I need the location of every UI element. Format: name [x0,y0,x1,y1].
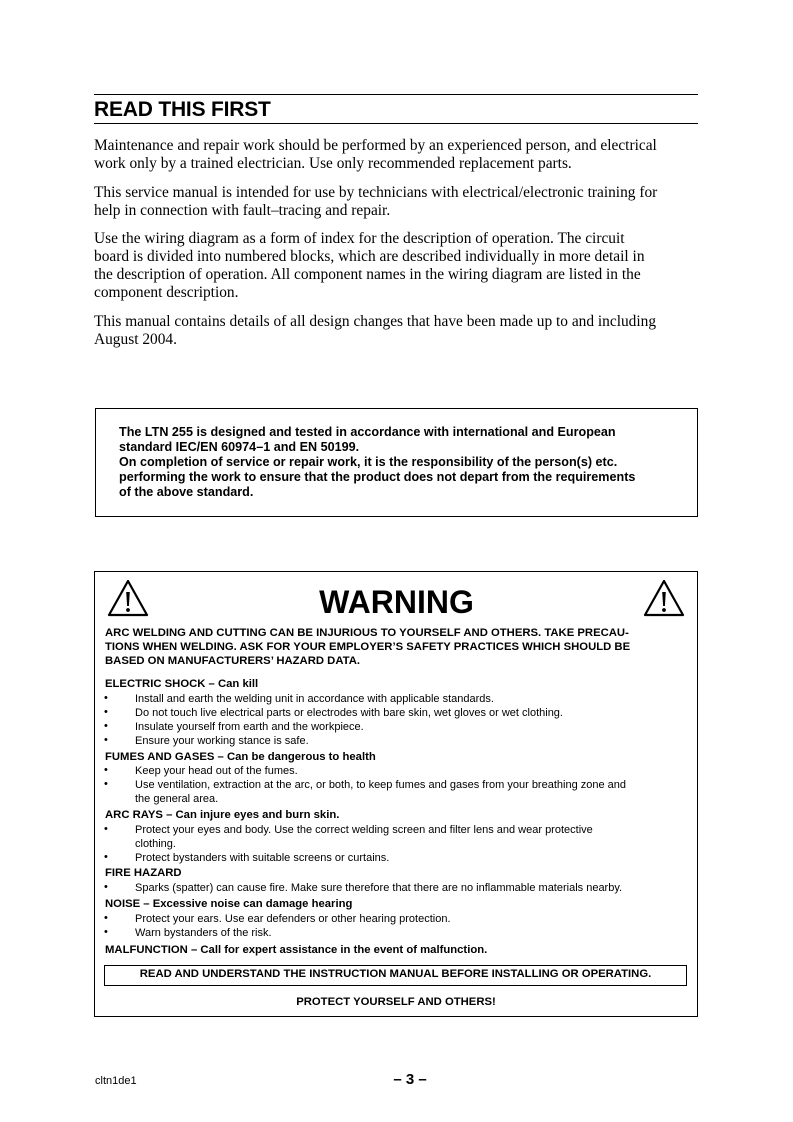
warning-intro [105,626,630,668]
hazard-heading: FUMES AND GASES – Can be dangerous to health [105,751,376,763]
bullet-line: Ensure your working stance is safe. [135,735,309,747]
paragraph-line: This service manual is intended for use by technicians with electrical/electronic training for [94,184,658,201]
intro-line: BASED ON MANUFACTURERS’ HAZARD DATA. [105,655,361,667]
paragraph-line: work only by a trained electrician. Use only recommended replacement parts. [94,155,572,172]
notice-line: of the above standard. [119,485,254,499]
bullet-text [135,881,622,895]
paragraph [94,137,698,173]
bullet-text [135,692,494,706]
paragraph-line: board is divided into numbered blocks, which are described individually in more detail in [94,248,645,265]
bullet-line: Protect your eyes and body. Use the correct welding screen and filter lens and wear protective [135,824,593,836]
bullet-line: Protect your ears. Use ear defenders or other hearing protection. [135,913,451,925]
bullet-line: the general area. [135,793,219,805]
paragraph-line: August 2004. [94,331,177,348]
hazard-heading: ARC RAYS – Can injure eyes and burn skin. [105,809,340,821]
bullet-line: Use ventilation, extraction at the arc, or both, to keep fumes and gases from your breathing zone and [135,779,627,791]
paragraph [94,184,698,220]
bullet: • [104,823,108,835]
bullet-line: Sparks (spatter) can cause fire. Make sure therefore that there are no inflammable materials nearby. [135,882,623,894]
bullet-text [135,851,389,865]
bullet: • [104,778,108,790]
standard-notice-text [119,425,635,500]
paragraph-line: This manual contains details of all design changes that have been made up to and including [94,313,657,330]
paragraph-line: the description of operation. All component names in the wiring diagram are listed in the [94,266,641,283]
hazard-heading: NOISE – Excessive noise can damage hearing [105,898,353,910]
bullet-line: Insulate yourself from earth and the workpiece. [135,721,364,733]
hazard-heading: FIRE HAZARD [105,867,182,879]
malfunction-notice: MALFUNCTION – Call for expert assistance in the event of malfunction. [105,944,488,956]
intro-line: TIONS WHEN WELDING. ASK FOR YOUR EMPLOYER’S SAFETY PRACTICES WHICH SHOULD BE [105,641,631,653]
bullet-text [135,706,563,720]
bullet-line: Warn bystanders of the risk. [135,927,272,939]
intro-line: ARC WELDING AND CUTTING CAN BE INJURIOUS TO YOURSELF AND OTHERS. TAKE PRECAU- [105,627,629,639]
protect-notice: PROTECT YOURSELF AND OTHERS! [296,996,496,1008]
paragraph-line: Maintenance and repair work should be performed by an experienced person, and electrical [94,137,657,154]
page-number: – 3 – [393,1071,427,1088]
bullet-line: Do not touch live electrical parts or electrodes with bare skin, wet gloves or wet clothing. [135,707,563,719]
bullet: • [104,912,108,924]
notice-line: performing the work to ensure that the product does not depart from the requirements [119,470,636,484]
notice-line: standard IEC/EN 60974–1 and EN 50199. [119,440,360,454]
bullet-text [135,912,451,926]
bullet-text [135,764,298,778]
bullet-line: Keep your head out of the fumes. [135,765,298,777]
title-underline [94,123,698,124]
notice-line: On completion of service or repair work, it is the responsibility of the person(s) etc. [119,455,618,469]
bullet-text [135,926,272,940]
bullet: • [104,720,108,732]
bullet-text [135,778,626,806]
bullet: • [104,692,108,704]
page-title: READ THIS FIRST [94,98,271,121]
bullet-line: Install and earth the welding unit in accordance with applicable standards. [135,693,494,705]
bullet-text [135,720,364,734]
bullet-line: Protect bystanders with suitable screens or curtains. [135,852,390,864]
paragraph-line: component description. [94,284,239,301]
read-manual-notice: READ AND UNDERSTAND THE INSTRUCTION MANUAL BEFORE INSTALLING OR OPERATING. [139,968,652,980]
paragraph-line: help in connection with fault–tracing and repair. [94,202,391,219]
bullet: • [104,881,108,893]
warning-title: WARNING [319,584,474,620]
footer-doc-code: cltn1de1 [95,1075,137,1087]
bullet: • [104,706,108,718]
bullet-text [135,734,309,748]
bullet: • [104,764,108,776]
bullet: • [104,734,108,746]
paragraph-line: Use the wiring diagram as a form of index for the description of operation. The circuit [94,230,625,247]
notice-line: The LTN 255 is designed and tested in accordance with international and European [119,425,616,439]
bullet-text [135,823,593,851]
top-rule [94,94,698,95]
paragraph [94,230,698,302]
bullet-line: clothing. [135,838,176,850]
paragraph [94,313,698,349]
bullet: • [104,926,108,938]
bullet: • [104,851,108,863]
hazard-heading: ELECTRIC SHOCK – Can kill [105,678,259,690]
